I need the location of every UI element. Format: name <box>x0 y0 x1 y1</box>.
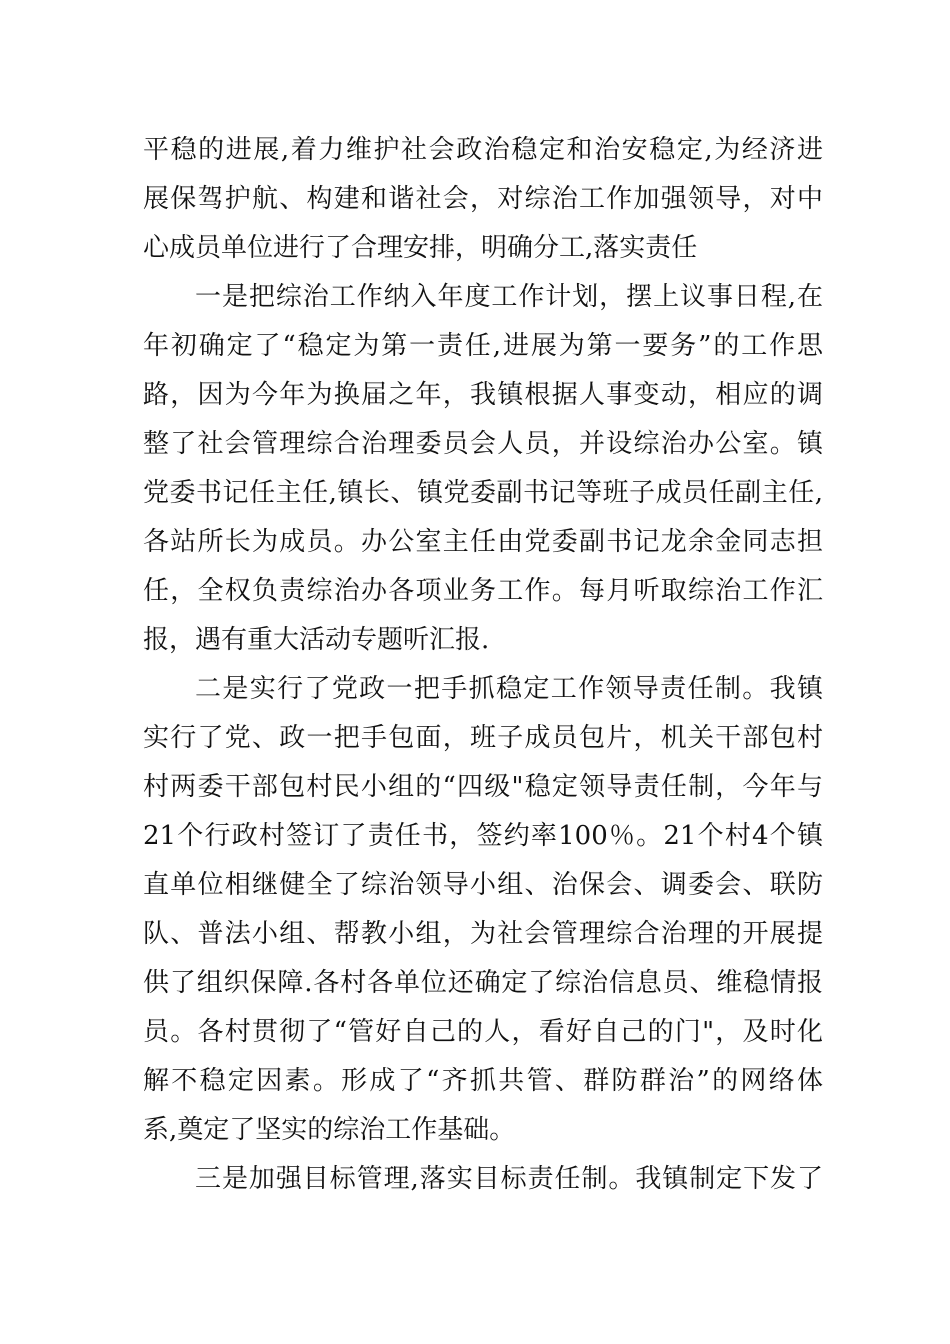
paragraph-first-line: 一是把综治工作纳入年度工作计划，摆上议事日程,在 <box>195 282 823 312</box>
text-line: 系,奠定了坚实的综治工作基础。 <box>143 1115 516 1145</box>
text-line: 报，遇有重大活动专题听汇报. <box>143 625 490 655</box>
text-line: 年初确定了“稳定为第一责任,进展为第一要务”的工作思 <box>143 331 823 361</box>
text-line: 员。各村贯彻了“管好自己的人，看好自己的门"，及时化 <box>143 1017 823 1047</box>
text-line: 心成员单位进行了合理安排，明确分工,落实责任 <box>143 233 698 263</box>
text-line: 直单位相继健全了综治领导小组、治保会、调委会、联防 <box>143 870 823 900</box>
text-line: 展保驾护航、构建和谐社会，对综治工作加强领导，对中 <box>143 184 823 214</box>
paragraph-first-line: 二是实行了党政一把手抓稳定工作领导责任制。我镇 <box>195 674 823 704</box>
text-line: 供了组织保障.各村各单位还确定了综治信息员、维稳情报 <box>143 968 823 998</box>
paragraph-first-line: 三是加强目标管理,落实目标责任制。我镇制定下发了 <box>195 1164 823 1194</box>
text-line: 21个行政村签订了责任书，签约率100％。21个村4个镇 <box>143 821 823 851</box>
text-line: 队、普法小组、帮教小组，为社会管理综合治理的开展提 <box>143 919 823 949</box>
text-line: 解不稳定因素。形成了“齐抓共管、群防群治”的网络体 <box>143 1066 823 1096</box>
text-line: 平稳的进展,着力维护社会政治稳定和治安稳定,为经济进 <box>143 135 823 165</box>
text-line: 党委书记任主任,镇长、镇党委副书记等班子成员任副主任, <box>143 478 823 508</box>
text-line: 整了社会管理综合治理委员会人员，并设综治办公室。镇 <box>143 429 823 459</box>
text-line: 实行了党、政一把手包面，班子成员包片，机关干部包村 <box>143 723 823 753</box>
text-line: 村两委干部包村民小组的“四级"稳定领导责任制，今年与 <box>143 772 823 802</box>
text-line: 各站所长为成员。办公室主任由党委副书记龙余金同志担 <box>143 527 823 557</box>
text-line: 路，因为今年为换届之年，我镇根据人事变动，相应的调 <box>143 380 823 410</box>
text-line: 任，全权负责综治办各项业务工作。每月听取综治工作汇 <box>143 576 823 606</box>
